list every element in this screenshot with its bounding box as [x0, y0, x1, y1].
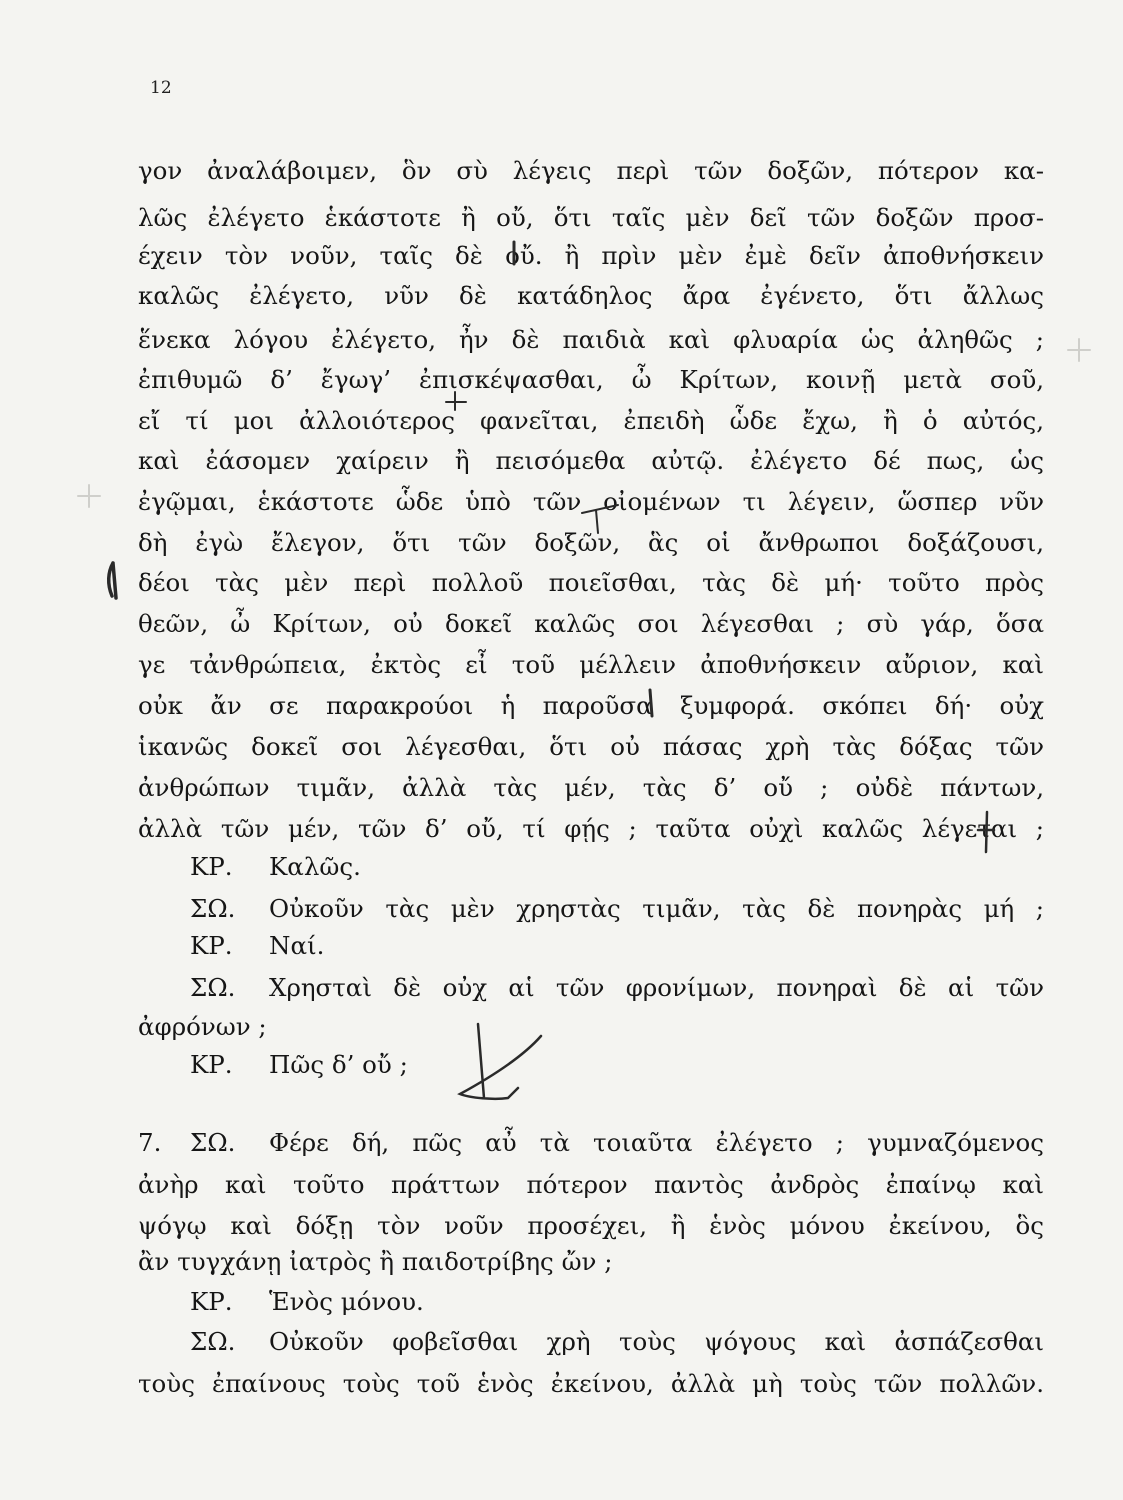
text-line: καλῶς ἐλέγετο, νῦν δὲ κατάδηλος ἄρα ἐγένετο, ὅτι ἄλλως — [138, 281, 1044, 310]
dialogue-text: Πῶς δ’ οὔ ; — [269, 1050, 408, 1079]
dialogue-continuation: ἀνὴρ καὶ τοῦτο πράττων πότερον παντὸς ἀνδρὸς ἐπαίνῳ καὶ — [138, 1170, 1044, 1199]
text-line: γε τἀνθρώπεια, ἐκτὸς εἶ τοῦ μέλλειν ἀποθνήσκειν αὔριον, καὶ — [138, 650, 1044, 679]
text-line: γον ἀναλάβοιμεν, ὃν σὺ λέγεις περὶ τῶν δοξῶν, πότερον κα- — [138, 156, 1044, 185]
section-number — [138, 924, 190, 968]
dialogue-line — [138, 966, 1044, 1010]
text-line: δέοι τὰς μὲν περὶ πολλοῦ ποιεῖσθαι, τὰς δὲ μή· τοῦτο πρὸς — [138, 568, 1044, 597]
dialogue-text: Οὐκοῦν φοβεῖσθαι χρὴ τοὺς ψόγους καὶ ἀσπάζεσθαι — [269, 1327, 1044, 1356]
dialogue-line — [138, 1280, 1044, 1324]
dialogue-text: Οὐκοῦν τὰς μὲν χρηστὰς τιμᾶν, τὰς δὲ πονηρὰς μή ; — [269, 894, 1044, 923]
dialogue-continuation: ἀφρόνων ; — [138, 1012, 267, 1041]
dialogue-text: Ἑνὸς μόνου. — [269, 1287, 424, 1316]
text-line: ἀλλὰ τῶν μέν, τῶν δ’ οὔ, τί φῄς ; ταῦτα οὐχὶ καλῶς λέγεται ; — [138, 814, 1044, 843]
speaker-label: ΚΡ. — [190, 852, 233, 881]
text-line: έχειν τὸν νοῦν, ταῖς δὲ οὔ. ἢ πρὶν μὲν ἐμὲ δεῖν ἀποθνήσκειν — [138, 241, 1044, 270]
text-line: ἕνεκα λόγου ἐλέγετο, ἦν δὲ παιδιὰ καὶ φλυαρία ὡς ἀληθῶς ; — [138, 325, 1044, 354]
dialogue-text: Φέρε δή, πῶς αὖ τὰ τοιαῦτα ἐλέγετο ; γυμναζόμενος — [269, 1128, 1044, 1157]
dialogue-continuation: ψόγῳ καὶ δόξῃ τὸν νοῦν προσέχει, ἢ ἑνὸς μόνου ἐκείνου, ὃς — [138, 1211, 1044, 1240]
text-line: δὴ ἐγὼ ἔλεγον, ὅτι τῶν δοξῶν, ἃς οἱ ἄνθρωποι δοξάζουσι, — [138, 528, 1044, 557]
dialogue-continuation: ἂν τυγχάνῃ ἰατρὸς ἢ παιδοτρίβης ὤν ; — [138, 1247, 613, 1276]
dialogue-line — [138, 1320, 1044, 1364]
text-line: ἱκανῶς δοκεῖ σοι λέγεσθαι, ὅτι οὐ πάσας χρὴ τὰς δόξας τῶν — [138, 732, 1044, 761]
section-number — [138, 1280, 190, 1324]
text-line: καὶ ἐάσομεν χαίρειν ἢ πεισόμεθα αὐτῷ. ἐλέγετο δέ πως, ὡς — [138, 446, 1044, 475]
dialogue-text: Καλῶς. — [269, 852, 361, 881]
section-number: 7. — [138, 1128, 162, 1157]
section-number — [138, 1320, 190, 1364]
speaker-label: ΚΡ. — [190, 931, 233, 960]
dialogue-line — [138, 845, 1044, 889]
dialogue-text: Χρησταὶ δὲ οὐχ αἱ τῶν φρονίμων, πονηραὶ δὲ αἱ τῶν — [269, 973, 1044, 1002]
section-number — [138, 845, 190, 889]
section-number — [138, 966, 190, 1010]
text-line: εἴ τί μοι ἀλλοιότερος φανεῖται, ἐπειδὴ ὧδε ἔχω, ἢ ὁ αὐτός, — [138, 406, 1044, 435]
text-line: οὐκ ἄν σε παρακρούοι ἡ παροῦσα ξυμφορά. σκόπει δή· οὐχ — [138, 691, 1044, 720]
speaker-label: ΚΡ. — [190, 1287, 233, 1316]
speaker-label: ΣΩ. — [190, 894, 236, 923]
speaker-label: ΣΩ. — [190, 1128, 236, 1157]
text-line: ἐπιθυμῶ δ’ ἔγωγ’ ἐπισκέψασθαι, ὦ Κρίτων, κοινῇ μετὰ σοῦ, — [138, 365, 1044, 394]
dialogue-continuation: τοὺς ἐπαίνους τοὺς τοῦ ἑνὸς ἐκείνου, ἀλλὰ μὴ τοὺς τῶν πολλῶν. — [138, 1369, 1044, 1398]
speaker-label: ΣΩ. — [190, 1327, 236, 1356]
dialogue-text: Ναί. — [269, 931, 325, 960]
dialogue-line — [138, 924, 1044, 968]
text-line: θεῶν, ὦ Κρίτων, οὐ δοκεῖ καλῶς σοι λέγεσθαι ; σὺ γάρ, ὅσα — [138, 609, 1044, 638]
text-line: ἐγῷμαι, ἑκάστοτε ὧδε ὑπὸ τῶν οἰομένων τι λέγειν, ὥσπερ νῦν — [138, 487, 1044, 516]
section-number — [138, 1043, 190, 1087]
text-line: λῶς ἐλέγετο ἑκάστοτε ἢ οὔ, ὅτι ταῖς μὲν δεῖ τῶν δοξῶν προσ- — [138, 203, 1044, 232]
margin-bracket — [109, 563, 116, 598]
text-line: ἀνθρώπων τιμᾶν, ἀλλὰ τὰς μέν, τὰς δ’ οὔ ; οὐδὲ πάντων, — [138, 773, 1044, 802]
page-number: 12 — [150, 78, 172, 98]
dialogue-line — [138, 1043, 1044, 1087]
speaker-label: ΣΩ. — [190, 973, 236, 1002]
speaker-label: ΚΡ. — [190, 1050, 233, 1079]
dialogue-line — [138, 1121, 1044, 1165]
